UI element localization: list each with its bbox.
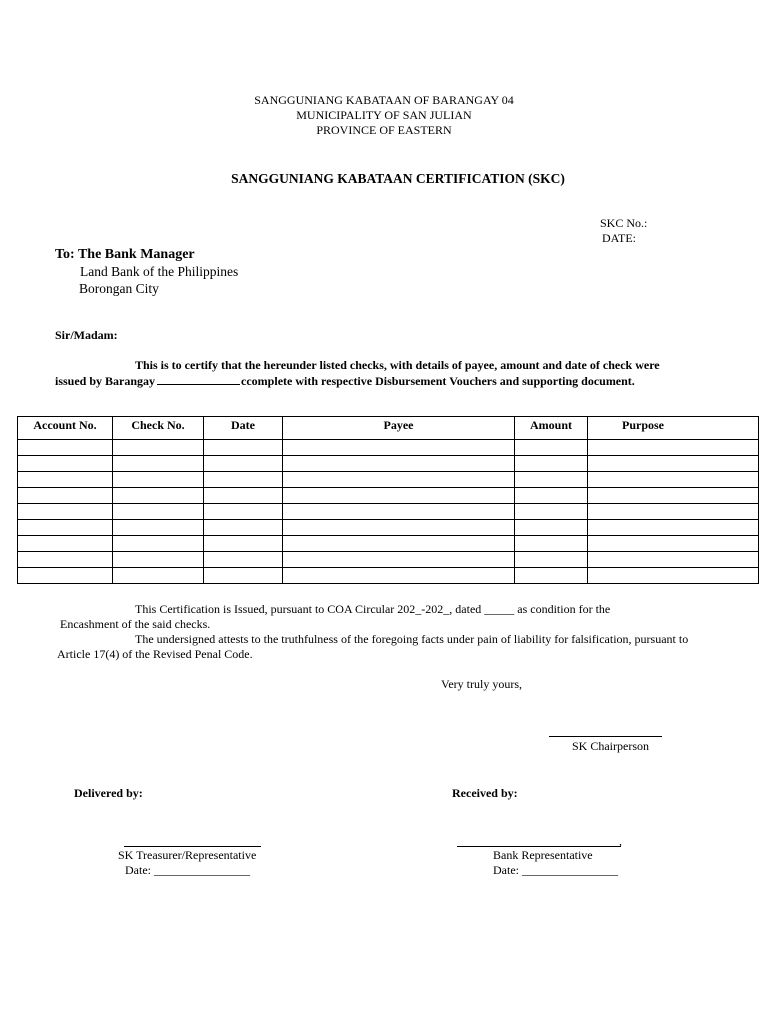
table-cell bbox=[515, 472, 588, 488]
table-cell bbox=[588, 472, 759, 488]
checks-table bbox=[17, 416, 759, 584]
table-row bbox=[18, 440, 759, 456]
table-cell bbox=[113, 536, 204, 552]
closing: Very truly yours, bbox=[441, 677, 522, 691]
col-date: Date bbox=[204, 417, 283, 440]
salutation: Sir/Madam: bbox=[55, 328, 118, 342]
table-row bbox=[18, 536, 759, 552]
bank-signature-line bbox=[457, 846, 621, 847]
table-cell bbox=[588, 504, 759, 520]
table-cell bbox=[204, 568, 283, 584]
table-row bbox=[18, 520, 759, 536]
table-cell bbox=[204, 536, 283, 552]
table-cell bbox=[18, 456, 113, 472]
table-cell bbox=[515, 488, 588, 504]
treasurer-signature-line bbox=[124, 846, 261, 847]
bank-rep-date: Date: ________________ bbox=[493, 863, 618, 877]
col-check-no: Check No. bbox=[113, 417, 204, 440]
table-cell bbox=[588, 520, 759, 536]
issued-line-2: Encashment of the said checks. bbox=[60, 617, 211, 631]
table-cell bbox=[283, 520, 515, 536]
certify-line-2 bbox=[55, 373, 635, 389]
col-amount: Amount bbox=[515, 417, 588, 440]
table-header-row bbox=[18, 417, 759, 440]
addressee-city: Borongan City bbox=[79, 281, 159, 296]
col-purpose: Purpose bbox=[588, 417, 759, 440]
table-cell bbox=[515, 536, 588, 552]
barangay-blank bbox=[157, 373, 240, 385]
table-cell bbox=[113, 472, 204, 488]
table-cell bbox=[204, 520, 283, 536]
table-cell bbox=[18, 536, 113, 552]
table-cell bbox=[113, 520, 204, 536]
treasurer-date: Date: ________________ bbox=[125, 863, 250, 877]
table-row bbox=[18, 568, 759, 584]
table-cell bbox=[204, 440, 283, 456]
table-cell bbox=[113, 488, 204, 504]
col-payee: Payee bbox=[283, 417, 515, 440]
table-cell bbox=[204, 488, 283, 504]
table-cell bbox=[113, 568, 204, 584]
table-cell bbox=[588, 440, 759, 456]
addressee-to: To: The Bank Manager bbox=[55, 247, 195, 262]
table-row bbox=[18, 488, 759, 504]
chairperson-signature-line bbox=[549, 736, 662, 737]
document-title: SANGGUNIANG KABATAAN CERTIFICATION (SKC) bbox=[231, 171, 565, 186]
attest-line-2: Article 17(4) of the Revised Penal Code. bbox=[57, 647, 253, 661]
table-cell bbox=[515, 568, 588, 584]
table-cell bbox=[283, 568, 515, 584]
bank-rep-label: Bank Representative bbox=[493, 848, 593, 862]
table-cell bbox=[18, 520, 113, 536]
table-cell bbox=[283, 488, 515, 504]
bank-signature-mark: , bbox=[619, 834, 622, 848]
table-cell bbox=[18, 504, 113, 520]
table-cell bbox=[113, 552, 204, 568]
table-cell bbox=[515, 440, 588, 456]
table-cell bbox=[283, 504, 515, 520]
table-row bbox=[18, 472, 759, 488]
table-cell bbox=[113, 504, 204, 520]
table-cell bbox=[588, 552, 759, 568]
skc-number-label: SKC No.: bbox=[600, 216, 648, 230]
addressee-bank: Land Bank of the Philippines bbox=[80, 264, 239, 279]
table-cell bbox=[515, 520, 588, 536]
received-by-label: Received by: bbox=[452, 786, 518, 800]
date-label: DATE: bbox=[602, 231, 636, 245]
table-cell bbox=[283, 536, 515, 552]
delivered-by-label: Delivered by: bbox=[74, 786, 143, 800]
table-cell bbox=[588, 568, 759, 584]
table-cell bbox=[283, 456, 515, 472]
attest-line-1: The undersigned attests to the truthfulness of the foregoing facts under pain of liability for falsification, pursuant to bbox=[135, 632, 689, 646]
table-cell bbox=[204, 472, 283, 488]
table-cell bbox=[515, 456, 588, 472]
chairperson-label: SK Chairperson bbox=[572, 739, 649, 753]
table-cell bbox=[588, 536, 759, 552]
certify-line-2-pre: issued by Barangay bbox=[55, 374, 156, 388]
table-cell bbox=[283, 552, 515, 568]
table-row bbox=[18, 552, 759, 568]
table-cell bbox=[18, 488, 113, 504]
table-cell bbox=[204, 552, 283, 568]
header-line-2: MUNICIPALITY OF SAN JULIAN bbox=[296, 108, 472, 122]
table-row bbox=[18, 504, 759, 520]
col-account-no: Account No. bbox=[18, 417, 113, 440]
table-cell bbox=[18, 568, 113, 584]
table-cell bbox=[515, 552, 588, 568]
table-cell bbox=[515, 504, 588, 520]
table-cell bbox=[204, 504, 283, 520]
issued-line-1: This Certification is Issued, pursuant to COA Circular 202_-202_, dated _____ as condition for the bbox=[135, 602, 611, 616]
certify-line-1: This is to certify that the hereunder listed checks, with details of payee, amount and date of check were bbox=[135, 358, 660, 372]
table-cell bbox=[588, 488, 759, 504]
table-row bbox=[18, 456, 759, 472]
header-line-3: PROVINCE OF EASTERN bbox=[316, 123, 452, 137]
table-cell bbox=[18, 440, 113, 456]
header-line-1: SANGGUNIANG KABATAAN OF BARANGAY 04 bbox=[254, 93, 514, 107]
treasurer-label: SK Treasurer/Representative bbox=[118, 848, 257, 862]
table-cell bbox=[18, 552, 113, 568]
certify-line-2-post: ccomplete with respective Disbursement Vouchers and supporting document. bbox=[241, 374, 635, 388]
table-cell bbox=[204, 456, 283, 472]
table-cell bbox=[18, 472, 113, 488]
table-cell bbox=[113, 440, 204, 456]
table-cell bbox=[113, 456, 204, 472]
table-cell bbox=[588, 456, 759, 472]
table-cell bbox=[283, 472, 515, 488]
table-cell bbox=[283, 440, 515, 456]
